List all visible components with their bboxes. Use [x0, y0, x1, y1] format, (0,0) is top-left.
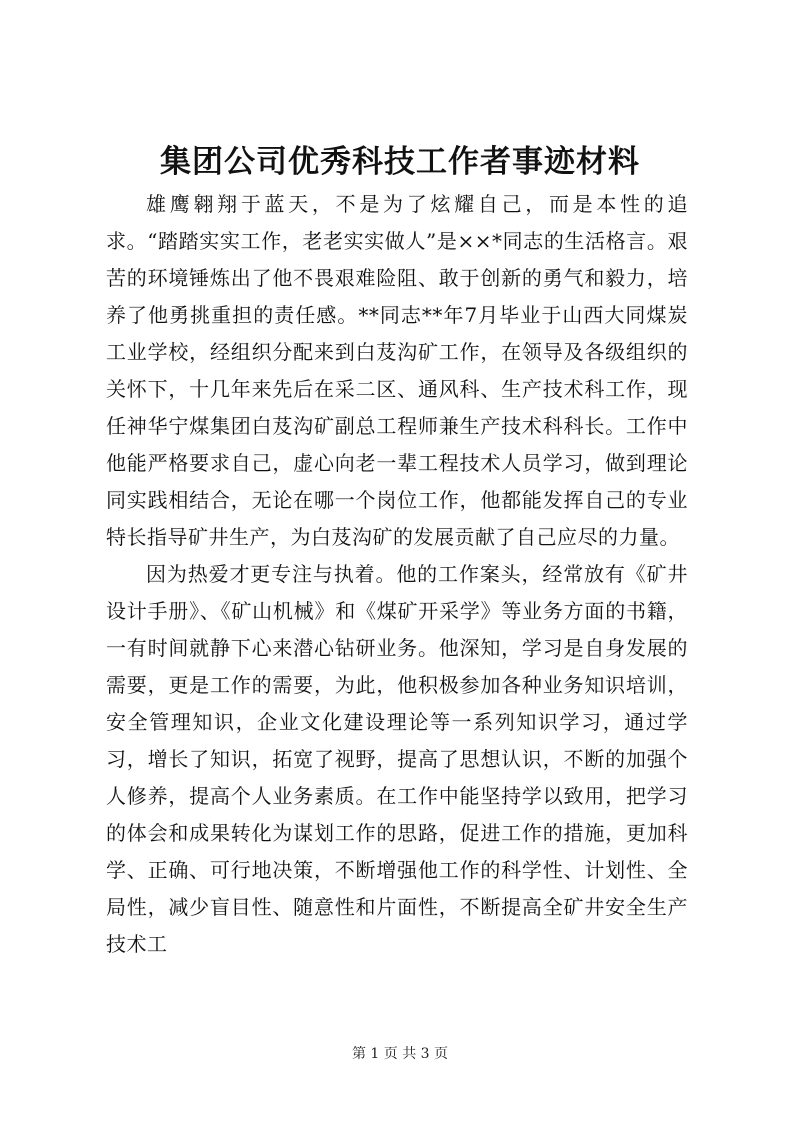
paragraph-2: 因为热爱才更专注与执着。他的工作案头，经常放有《矿井设计手册》、《矿山机械》和《煤矿开采学》等业务方面的书籍，一有时间就静下心来潜心钻研业务。他深知，学习是自身发展的需要，更是工作的需要，为此，他积极参加各种业务知识培训，安全管理知识，企业文化建设理论等一系列知识学习，通过学习，增长了知识，拓宽了视野，提高了思想认识，不断的加强个人修养，提高个人业务素质。在工作中能坚持学以致用，把学习的体会和成果转化为谋划工作的思路，促进工作的措施，更加科学、正确、可行地决策，不断增强他工作的科学性、计划性、全局性，减少盲目性、随意性和片面性，不断提高全矿井安全生产技术工: [106, 562, 688, 956]
page-footer: 第 1 页 共 3 页: [351, 1046, 449, 1062]
document-body: [106, 186, 688, 963]
page-title: 集团公司优秀科技工作者事迹材料: [160, 144, 640, 180]
paragraph-1: 雄鹰翱翔于蓝天，不是为了炫耀自己，而是本性的追求。“踏踏实实工作，老老实实做人”是××*同志的生活格言。艰苦的环境锤炼出了他不畏艰难险阻、敢于创新的勇气和毅力，培养了他勇挑重担的责任感。**同志**年7月毕业于山西大同煤炭工业学校，经组织分配来到白芨沟矿工作，在领导及各级组织的关怀下，十几年来先后在采二区、通风科、生产技术科工作，现任神华宁煤集团白芨沟矿副总工程师兼生产技术科科长。工作中他能严格要求自己，虚心向老一辈工程技术人员学习，做到理论同实践相结合，无论在哪一个岗位工作，他都能发挥自己的专业特长指导矿井生产，为白芨沟矿的发展贡献了自己应尽的力量。: [106, 192, 688, 549]
